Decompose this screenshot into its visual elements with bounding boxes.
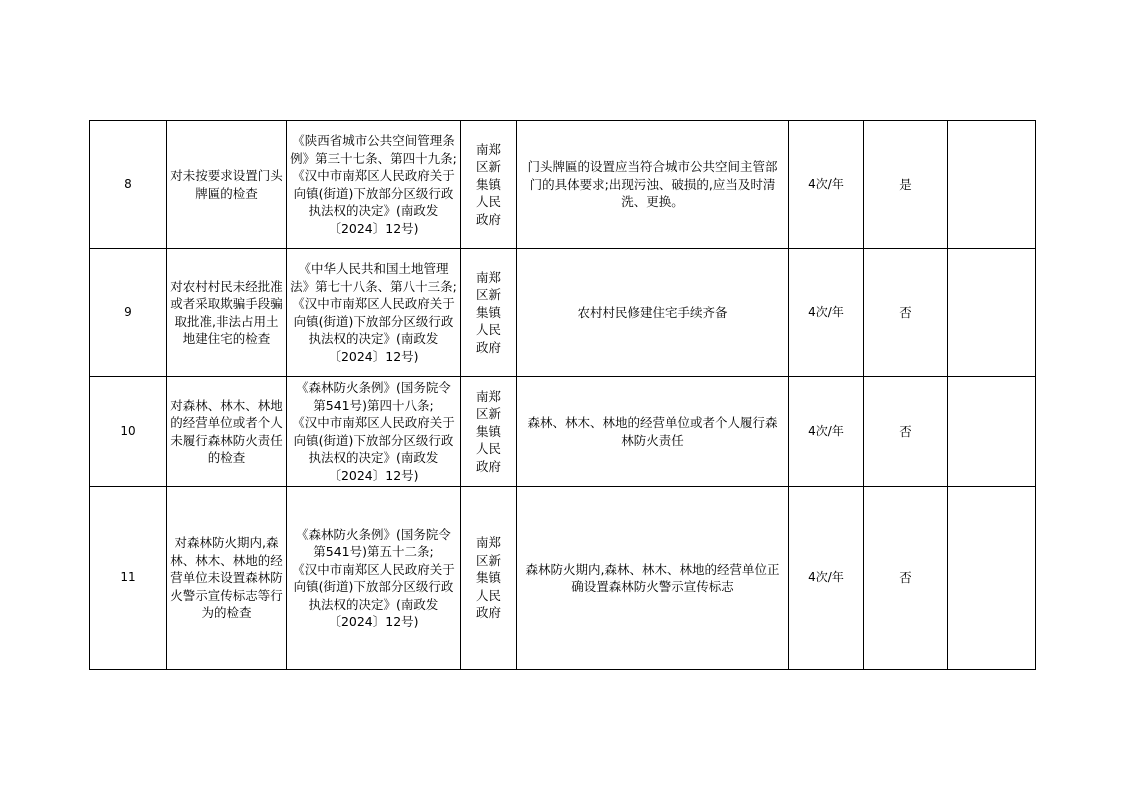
legal-basis-line: 《陕西省城市公共空间管理条例》第三十七条、第四十九条; <box>290 133 457 166</box>
row-number: 11 <box>90 487 167 670</box>
legal-basis-line: 《汉中市南郑区人民政府关于向镇(街道)下放部分区级行政执法权的决定》(南政发〔2024〕12号) <box>292 296 455 364</box>
remark-cell <box>948 487 1036 670</box>
legal-basis <box>287 249 461 377</box>
remark-cell <box>948 377 1036 487</box>
legal-basis <box>287 377 461 487</box>
implementing-agency: 南郑区新集镇人民政府 <box>461 487 517 670</box>
inspection-item: 对农村村民未经批准或者采取欺骗手段骗取批准,非法占用土地建住宅的检查 <box>167 249 287 377</box>
inspection-frequency: 4次/年 <box>789 487 864 670</box>
inspection-item: 对森林、林木、林地的经营单位或者个人未履行森林防火责任的检查 <box>167 377 287 487</box>
flag-value: 否 <box>864 377 948 487</box>
flag-value: 否 <box>864 249 948 377</box>
legal-basis-line: 《汉中市南郑区人民政府关于向镇(街道)下放部分区级行政执法权的决定》(南政发〔2024〕12号) <box>292 168 455 236</box>
table-row <box>90 121 1036 249</box>
inspection-table <box>89 120 1036 670</box>
implementing-agency: 南郑区新集镇人民政府 <box>461 377 517 487</box>
implementing-agency: 南郑区新集镇人民政府 <box>461 249 517 377</box>
legal-basis-line: 《森林防火条例》(国务院令第541号)第五十二条; <box>296 526 451 559</box>
inspection-item: 对未按要求设置门头牌匾的检查 <box>167 121 287 249</box>
table-row <box>90 377 1036 487</box>
remark-cell <box>948 121 1036 249</box>
inspection-content: 森林、林木、林地的经营单位或者个人履行森林防火责任 <box>517 377 789 487</box>
flag-value: 是 <box>864 121 948 249</box>
inspection-content: 门头牌匾的设置应当符合城市公共空间主管部门的具体要求;出现污浊、破损的,应当及时清洗、更换。 <box>517 121 789 249</box>
row-number: 8 <box>90 121 167 249</box>
legal-basis <box>287 121 461 249</box>
legal-basis-line: 《汉中市南郑区人民政府关于向镇(街道)下放部分区级行政执法权的决定》(南政发〔2024〕12号) <box>292 415 455 483</box>
remark-cell <box>948 249 1036 377</box>
inspection-frequency: 4次/年 <box>789 121 864 249</box>
flag-value: 否 <box>864 487 948 670</box>
inspection-frequency: 4次/年 <box>789 249 864 377</box>
inspection-item: 对森林防火期内,森林、林木、林地的经营单位未设置森林防火警示宣传标志等行为的检查 <box>167 487 287 670</box>
row-number: 9 <box>90 249 167 377</box>
implementing-agency: 南郑区新集镇人民政府 <box>461 121 517 249</box>
row-number: 10 <box>90 377 167 487</box>
legal-basis <box>287 487 461 670</box>
legal-basis-line: 《中华人民共和国土地管理法》第七十八条、第八十三条; <box>290 261 457 294</box>
inspection-content: 农村村民修建住宅手续齐备 <box>517 249 789 377</box>
table-row <box>90 249 1036 377</box>
table-row <box>90 487 1036 670</box>
inspection-content: 森林防火期内,森林、林木、林地的经营单位正确设置森林防火警示宣传标志 <box>517 487 789 670</box>
inspection-frequency: 4次/年 <box>789 377 864 487</box>
legal-basis-line: 《汉中市南郑区人民政府关于向镇(街道)下放部分区级行政执法权的决定》(南政发〔2024〕12号) <box>292 561 455 629</box>
legal-basis-line: 《森林防火条例》(国务院令第541号)第四十八条; <box>296 380 451 413</box>
